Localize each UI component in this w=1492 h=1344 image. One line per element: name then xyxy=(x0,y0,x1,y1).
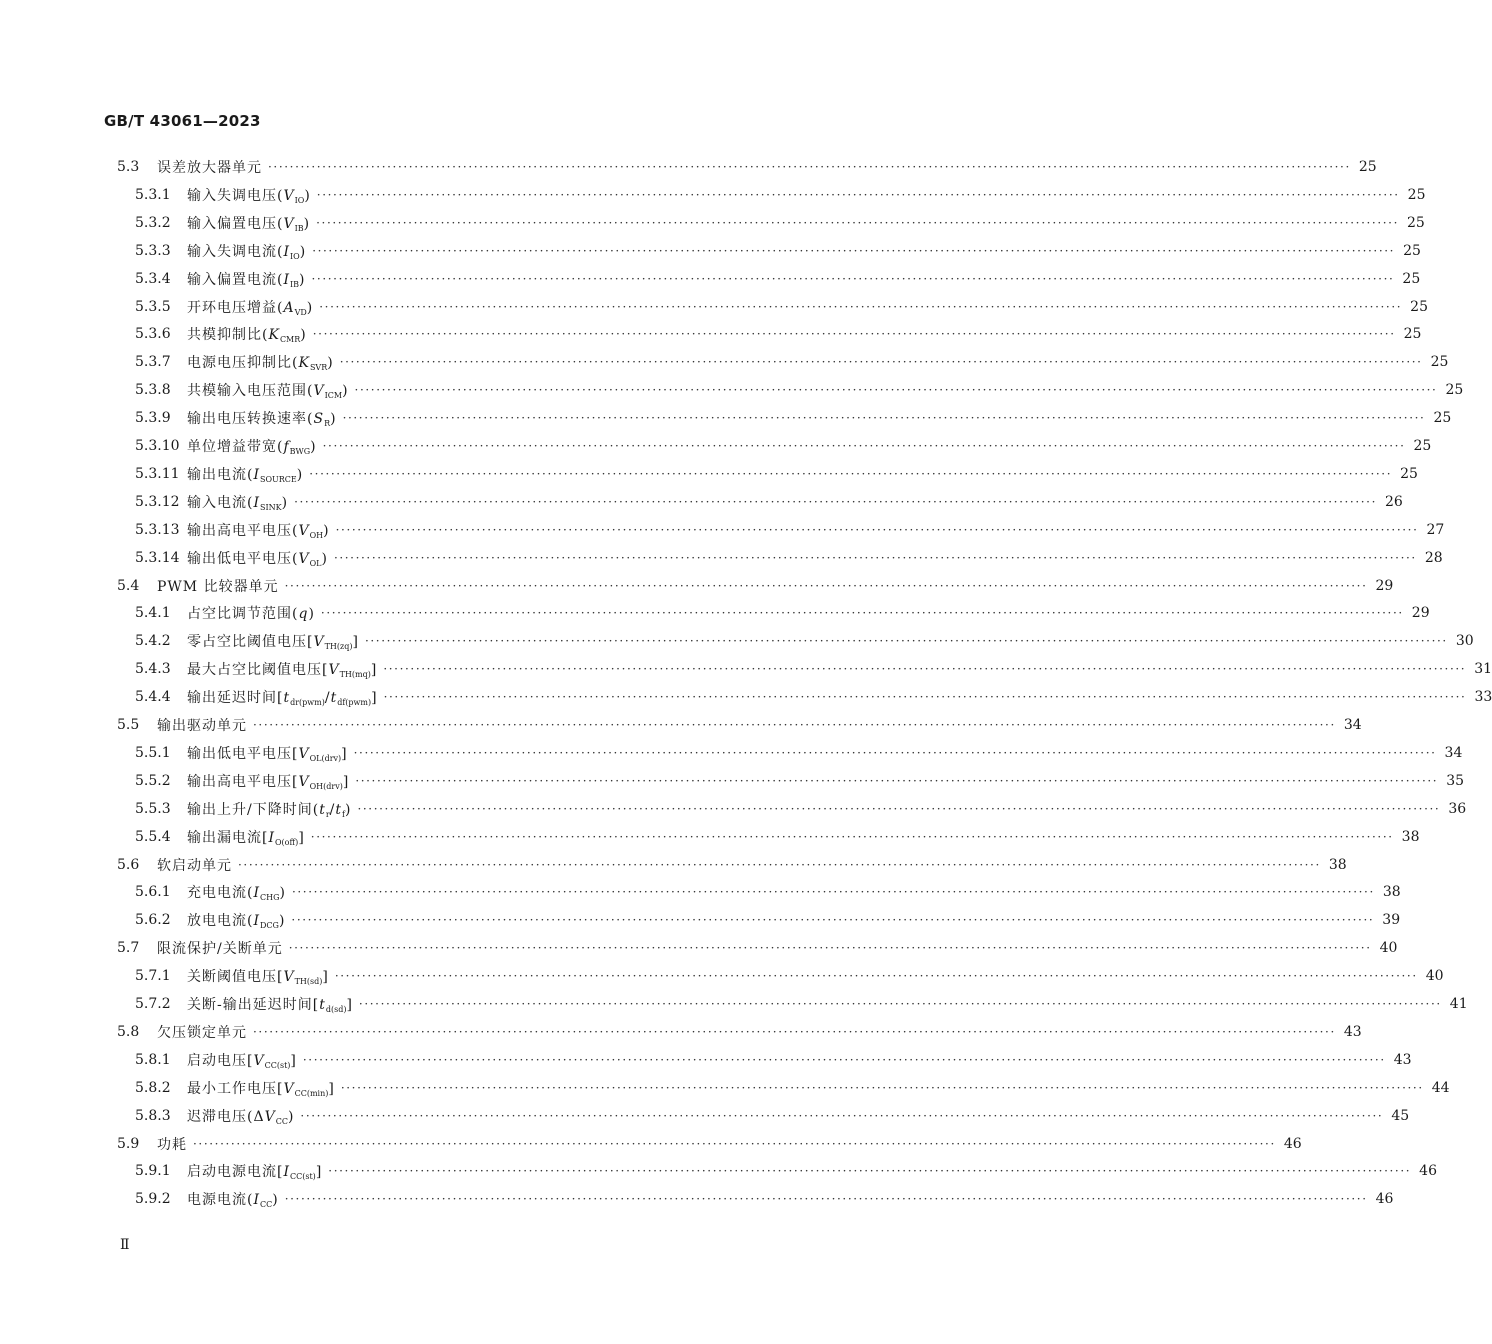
toc-entry-title: 限流保护/关断单元 xyxy=(157,941,283,958)
toc-entry-page: 29 xyxy=(1375,577,1394,594)
toc-entry-page: 28 xyxy=(1424,549,1443,566)
toc-entry[interactable] xyxy=(135,265,1421,293)
toc-entry[interactable] xyxy=(117,1130,1302,1158)
toc-entry-number: 5.3.3 xyxy=(135,242,171,259)
dot-leader: ········································································································································································································ xyxy=(354,383,1438,398)
toc-entry[interactable] xyxy=(135,683,1492,711)
toc-entry-number: 5.3.13 xyxy=(135,521,180,538)
toc-entry-page: 25 xyxy=(1403,326,1422,343)
dot-leader: ········································································································································································································ xyxy=(355,773,1439,788)
toc-entry-page: 46 xyxy=(1283,1135,1302,1152)
dot-leader: ········································································································································································································ xyxy=(342,411,1426,426)
toc-entry-title: 占空比调节范围(q) xyxy=(187,606,315,623)
toc-entry[interactable] xyxy=(135,795,1467,823)
dot-leader: ········································································································································································································ xyxy=(294,494,1377,509)
toc-entry-page: 36 xyxy=(1448,800,1467,817)
toc-entry-title: 输出漏电流$[I_{O(off)}]$ xyxy=(187,829,305,847)
toc-entry-title: 输入失调电压$(V_{IO})$ xyxy=(187,187,311,205)
toc-entry-number: 5.6.2 xyxy=(135,912,171,929)
toc-entry-number: 5.3.8 xyxy=(135,382,171,399)
toc-entry[interactable] xyxy=(117,572,1394,600)
toc-entry-page: 41 xyxy=(1449,996,1468,1012)
toc-entry-page: 44 xyxy=(1431,1079,1450,1096)
toc-entry-page: 25 xyxy=(1402,270,1421,287)
toc-entry[interactable] xyxy=(135,516,1445,544)
toc-entry-number: 5.8 xyxy=(117,1023,140,1040)
dot-leader: ········································································································································································································ xyxy=(253,1024,1336,1039)
toc-entry-page: 25 xyxy=(1410,298,1428,315)
toc-entry-page: 35 xyxy=(1446,772,1465,789)
toc-entry-title: 输出电流$(I_{SOURCE})$ xyxy=(187,466,304,484)
dot-leader: ········································································································································································································ xyxy=(311,271,1395,286)
toc-entry-page: 46 xyxy=(1375,1191,1394,1208)
toc-entry[interactable] xyxy=(135,1046,1412,1074)
dot-leader: ········································································································································································································ xyxy=(291,913,1375,928)
dot-leader: ········································································································································································································ xyxy=(238,857,1321,872)
toc-entry[interactable] xyxy=(135,906,1401,934)
toc-entry-title: 最大占空比阈值电压$[V_{TH(mq)}]$ xyxy=(187,662,378,680)
toc-entry[interactable] xyxy=(135,432,1432,460)
toc-entry-page: 25 xyxy=(1407,214,1425,231)
dot-leader: ········································································································································································································ xyxy=(334,969,1418,984)
toc-entry-title: 输出驱动单元 xyxy=(157,718,247,734)
dot-leader: ········································································································································································································ xyxy=(319,299,1403,314)
dot-leader: ········································································································································································································ xyxy=(357,801,1441,816)
dot-leader: ········································································································································································································ xyxy=(268,160,1351,174)
dot-leader: ········································································································································································································ xyxy=(300,1108,1384,1123)
dot-leader: ········································································································································································································ xyxy=(383,662,1467,677)
toc-entry-number: 5.3.7 xyxy=(135,354,171,371)
toc-entry-number: 5.6 xyxy=(117,856,140,873)
dot-leader: ········································································································································································································ xyxy=(340,1080,1424,1095)
toc-entry[interactable] xyxy=(135,823,1420,851)
toc-entry-page: 46 xyxy=(1419,1163,1437,1180)
toc-entry-number: 5.3.6 xyxy=(135,326,171,343)
toc-entry-page: 38 xyxy=(1328,856,1347,873)
dot-leader: ········································································································································································································ xyxy=(284,1192,1368,1207)
toc-entry[interactable] xyxy=(135,376,1464,404)
toc-entry-title: 迟滞电压$(\Delta V_{CC})$ xyxy=(187,1108,295,1126)
toc-entry[interactable] xyxy=(135,767,1465,795)
toc-entry[interactable] xyxy=(135,488,1403,516)
toc-entry[interactable] xyxy=(117,153,1377,181)
toc-entry-number: 5.5.3 xyxy=(135,800,171,817)
toc-entry-title: 充电电流$(I_{CHG})$ xyxy=(187,885,286,903)
toc-entry-number: 5.5.2 xyxy=(135,772,171,789)
toc-entry[interactable] xyxy=(135,320,1422,348)
toc-entry-title: 功耗 xyxy=(157,1136,187,1153)
toc-entry-title: 输出上升/下降时间$(t_r/t_f)$ xyxy=(187,801,352,819)
toc-entry-page: 33 xyxy=(1474,689,1492,706)
toc-entry[interactable] xyxy=(117,711,1362,739)
toc-entry-title: 共模输入电压范围$(V_{ICM})$ xyxy=(187,383,349,401)
toc-entry[interactable] xyxy=(117,934,1398,962)
toc-entry-number: 5.8.1 xyxy=(135,1051,171,1068)
toc-entry-page: 25 xyxy=(1433,410,1452,427)
toc-entry-title: 启动电压$[V_{CC(st)}]$ xyxy=(187,1052,297,1070)
dot-leader: ········································································································································································································ xyxy=(333,550,1417,565)
toc-entry-title: 输入失调电流$(I_{IO})$ xyxy=(187,243,307,261)
toc-entry-number: 5.3.10 xyxy=(135,438,180,454)
toc-entry-page: 43 xyxy=(1393,1051,1412,1068)
toc-entry[interactable] xyxy=(135,1185,1394,1213)
toc-entry-title: 输出电压转换速率$(S_R)$ xyxy=(187,411,337,429)
toc-entry-number: 5.3.2 xyxy=(135,214,171,231)
toc-entry-number: 5.3.14 xyxy=(135,549,180,566)
toc-entry-title: 输入偏置电压$(V_{IB})$ xyxy=(187,215,311,233)
dot-leader: ········································································································································································································ xyxy=(335,522,1419,537)
toc-entry[interactable] xyxy=(135,655,1492,683)
dot-leader: ········································································································································································································ xyxy=(383,690,1467,705)
toc-entry[interactable] xyxy=(135,878,1401,906)
toc-entry-page: 25 xyxy=(1358,159,1377,175)
toc-entry-number: 5.3 xyxy=(117,159,140,175)
toc-entry-title: 关断-输出延迟时间$[t_{d(sd)}]$ xyxy=(187,997,353,1014)
dot-leader: ········································································································································································································ xyxy=(353,745,1437,760)
toc-entry-number: 5.8.2 xyxy=(135,1079,171,1096)
toc-entry-number: 5.4.1 xyxy=(135,605,171,622)
toc-entry[interactable] xyxy=(117,851,1347,879)
toc-entry-title: 输出高电平电压$[V_{OH(drv)}]$ xyxy=(187,773,350,791)
toc-entry-page: 40 xyxy=(1379,940,1398,957)
toc-entry-number: 5.7 xyxy=(117,940,140,957)
toc-entry-page: 27 xyxy=(1426,521,1445,538)
toc-entry-page: 31 xyxy=(1474,661,1492,678)
toc-entry[interactable] xyxy=(135,293,1428,321)
toc-entry-page: 34 xyxy=(1343,717,1362,733)
toc-entry[interactable] xyxy=(135,1102,1410,1130)
toc-entry-page: 34 xyxy=(1444,744,1463,761)
dot-leader: ········································································································································································································ xyxy=(316,187,1400,202)
toc-entry-title: 共模抑制比$(K_{CMR})$ xyxy=(187,327,307,345)
dot-leader: ········································································································································································································ xyxy=(291,885,1375,900)
toc-entry-title: 电源电压抑制比$(K_{SVR})$ xyxy=(187,355,334,373)
toc-entry-title: 输入电流$(I_{SINK})$ xyxy=(187,494,289,512)
toc-entry-number: 5.3.4 xyxy=(135,270,171,287)
toc-entry-page: 40 xyxy=(1425,968,1444,985)
toc-entry-title: 欠压锁定单元 xyxy=(157,1024,247,1041)
toc-entry-page: 25 xyxy=(1400,465,1418,482)
dot-leader: ········································································································································································································ xyxy=(312,243,1396,258)
toc-entry-title: 启动电源电流$[I_{CC(st)}]$ xyxy=(187,1164,323,1182)
toc-entry[interactable] xyxy=(135,1074,1450,1102)
toc-entry-number: 5.3.5 xyxy=(135,298,171,315)
toc-entry-title: 输出高电平电压$(V_{OH})$ xyxy=(187,522,330,540)
toc-entry-title: 输出低电平电压$(V_{OL})$ xyxy=(187,550,328,568)
toc-entry[interactable] xyxy=(135,990,1468,1018)
toc-entry[interactable] xyxy=(135,181,1426,209)
toc-entry-title: 误差放大器单元 xyxy=(157,160,262,176)
toc-entry-page: 38 xyxy=(1382,884,1401,901)
toc-entry[interactable] xyxy=(135,348,1449,376)
dot-leader: ········································································································································································································ xyxy=(310,829,1394,844)
dot-leader: ········································································································································································································ xyxy=(312,327,1396,342)
toc-entry[interactable] xyxy=(135,209,1425,237)
toc-entry[interactable] xyxy=(135,460,1418,488)
dot-leader: ········································································································································································································ xyxy=(328,1164,1412,1179)
dot-leader: ········································································································································································································ xyxy=(320,606,1404,621)
toc-entry-number: 5.8.3 xyxy=(135,1107,171,1124)
dot-leader: ········································································································································································································ xyxy=(302,1052,1386,1067)
toc-entry-page: 45 xyxy=(1391,1107,1410,1124)
toc-entry-page: 26 xyxy=(1384,493,1403,510)
toc-entry-page: 43 xyxy=(1343,1023,1362,1040)
toc-entry-number: 5.5.1 xyxy=(135,744,171,761)
toc-entry-title: 开环电压增益$(A_{VD})$ xyxy=(187,299,314,317)
dot-leader: ········································································································································································································ xyxy=(358,997,1442,1011)
toc-entry-number: 5.3.1 xyxy=(135,186,171,203)
toc-entry-number: 5.9 xyxy=(117,1135,140,1152)
dot-leader: ········································································································································································································ xyxy=(309,466,1393,481)
toc-entry-number: 5.4 xyxy=(117,577,140,594)
toc-entry-number: 5.7.2 xyxy=(135,996,171,1012)
dot-leader: ········································································································································································································ xyxy=(364,634,1448,649)
dot-leader: ········································································································································································································ xyxy=(339,355,1423,370)
toc-entry-title: 软启动单元 xyxy=(157,857,232,874)
toc-entry-number: 5.4.3 xyxy=(135,661,171,678)
toc-entry-number: 5.5 xyxy=(117,717,140,733)
toc-entry-number: 5.4.4 xyxy=(135,689,171,706)
toc-entry-page: 25 xyxy=(1445,382,1464,399)
dot-leader: ········································································································································································································ xyxy=(288,941,1372,956)
toc-entry[interactable] xyxy=(135,544,1443,572)
toc-entry[interactable] xyxy=(135,627,1474,655)
toc-entry[interactable] xyxy=(135,237,1421,265)
toc-entry-number: 5.3.12 xyxy=(135,493,180,510)
toc-entry-number: 5.4.2 xyxy=(135,633,171,650)
toc-entry-title: 电源电流$(I_{CC})$ xyxy=(187,1192,279,1210)
toc-entry-page: 25 xyxy=(1413,438,1432,454)
dot-leader: ········································································································································································································ xyxy=(284,578,1368,593)
dot-leader: ········································································································································································································ xyxy=(316,215,1399,230)
toc-entry-title: PWM 比较器单元 xyxy=(157,578,279,595)
toc-entry-number: 5.6.1 xyxy=(135,884,171,901)
toc-entry[interactable] xyxy=(135,962,1444,990)
dot-leader: ········································································································································································································ xyxy=(193,1136,1276,1151)
toc-entry-page: 25 xyxy=(1403,242,1421,259)
toc-entry-title: 输入偏置电流$(I_{IB})$ xyxy=(187,271,306,289)
toc-entry-title: 关断阈值电压$[V_{TH(sd)}]$ xyxy=(187,969,329,987)
toc-entry-title: 零占空比阈值电压$[V_{TH(zq)}]$ xyxy=(187,634,359,652)
toc-entry-number: 5.9.1 xyxy=(135,1163,171,1180)
toc-entry[interactable] xyxy=(135,739,1463,767)
dot-leader: ········································································································································································································ xyxy=(253,718,1336,732)
toc-entry-number: 5.3.9 xyxy=(135,410,171,427)
toc-entry-number: 5.5.4 xyxy=(135,828,171,845)
toc-entry-title: 单位增益带宽$(f_{BWG})$ xyxy=(187,439,317,456)
toc-entry-title: 输出延迟时间$[t_{dr(pwm)}/t_{df(pwm)}]$ xyxy=(187,690,378,708)
toc-entry[interactable] xyxy=(135,404,1452,432)
toc-entry-page: 30 xyxy=(1455,633,1474,650)
toc-entry-title: 最小工作电压$[V_{CC(min)}]$ xyxy=(187,1080,335,1098)
toc-entry-page: 25 xyxy=(1430,354,1449,371)
toc-entry-title: 输出低电平电压$[V_{OL(drv)}]$ xyxy=(187,745,348,763)
toc-entry-page: 29 xyxy=(1411,605,1430,622)
toc-entry-number: 5.3.11 xyxy=(135,465,180,482)
toc-entry-title: 放电电流$(I_{DCG})$ xyxy=(187,913,286,931)
toc-entry-page: 38 xyxy=(1401,828,1420,845)
toc-entry[interactable] xyxy=(117,1018,1362,1046)
toc-entry[interactable] xyxy=(135,599,1430,627)
toc-entry-page: 39 xyxy=(1382,912,1401,929)
toc-entry-page: 25 xyxy=(1407,186,1426,203)
toc-entry-number: 5.7.1 xyxy=(135,968,171,985)
toc-entry[interactable] xyxy=(135,1157,1437,1185)
dot-leader: ········································································································································································································ xyxy=(322,439,1406,453)
toc-entry-number: 5.9.2 xyxy=(135,1191,171,1208)
standard-code: GB/T 43061—2023 xyxy=(104,112,261,130)
page-number: Ⅱ xyxy=(120,1237,130,1253)
